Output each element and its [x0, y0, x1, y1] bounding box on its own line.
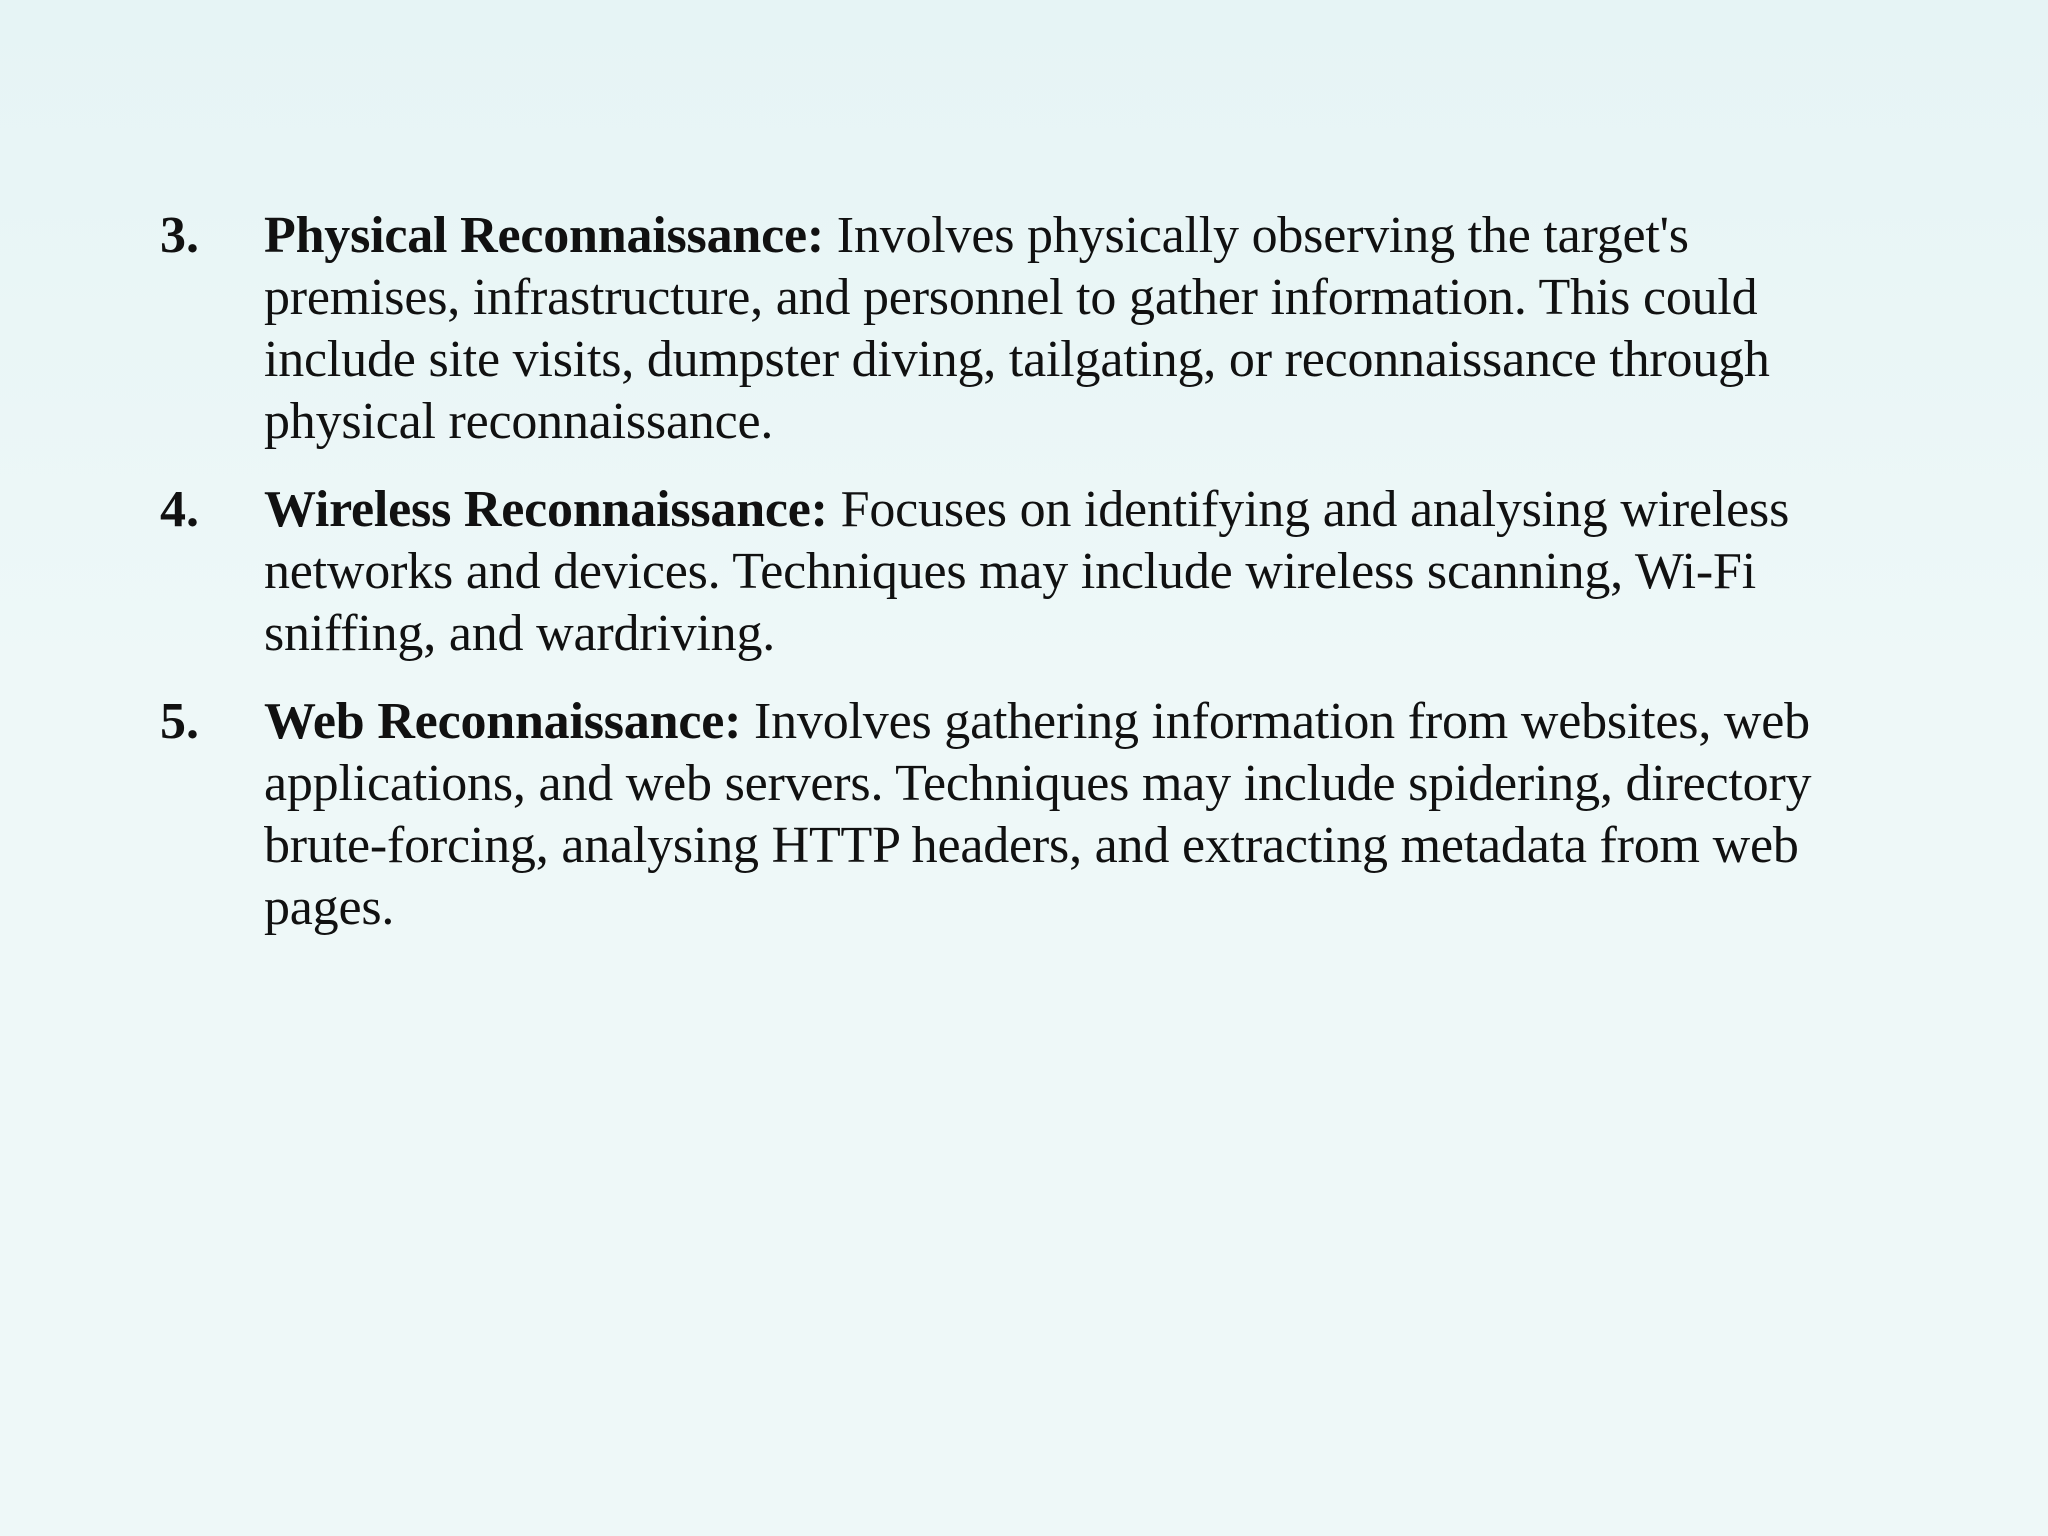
list-item-text — [264, 205, 1890, 453]
list-item-term: Physical Reconnaissance: — [264, 207, 824, 264]
list-item-description: Involves physically observing the target's premises, infrastructure, and personnel to gather information. This could include site visits, dumpster diving, tailgating, or reconnaissance through physical reconnaissance. — [264, 207, 1770, 450]
list-item-physical-reconnaissance — [160, 205, 1890, 453]
list-item-web-reconnaissance — [160, 691, 1890, 939]
list-item-wireless-reconnaissance — [160, 479, 1890, 665]
list-item-text — [264, 479, 1890, 665]
list-item-number: 4. — [160, 481, 199, 538]
reconnaissance-list — [160, 205, 1890, 965]
list-item-number: 3. — [160, 207, 199, 264]
list-item-term: Wireless Reconnaissance: — [264, 481, 828, 538]
list-item-text — [264, 691, 1890, 939]
list-item-description: Involves gathering information from websites, web applications, and web servers. Techniques may include spidering, directory brute-forcing, analysing HTTP headers, and extracting metadata from web pages. — [264, 693, 1812, 936]
list-item-number: 5. — [160, 693, 199, 750]
list-item-description: Focuses on identifying and analysing wireless networks and devices. Techniques may include wireless scanning, Wi-Fi sniffing, and wardriving. — [264, 481, 1790, 662]
list-item-term: Web Reconnaissance: — [264, 693, 742, 750]
